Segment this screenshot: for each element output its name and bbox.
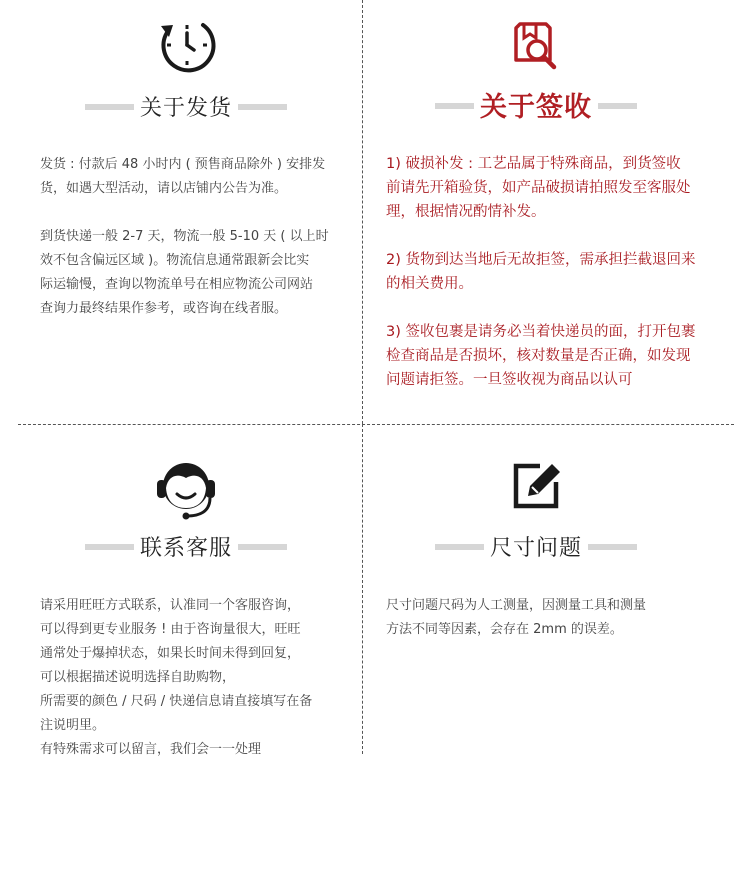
horizontal-divider <box>18 424 734 425</box>
receiving-item1-line: 1) 破损补发 : 工艺品属于特殊商品，到货签收 <box>386 156 681 172</box>
service-title-text: 联系客服 <box>134 536 238 561</box>
size-title-text: 尺寸问题 <box>484 536 588 561</box>
receiving-title <box>435 91 637 121</box>
receiving-item3-line: 问题请拒签。一旦签收视为商品以认可 <box>386 372 633 388</box>
vertical-divider-bottom <box>362 424 363 754</box>
clock-icon <box>156 14 218 76</box>
shipping-para2-line: 际运输慢，查询以物流单号在相应物流公司网站 <box>40 277 314 292</box>
shipping-para2-line: 效不包含偏远区域 )。物流信息通常跟新会比实 <box>40 253 310 268</box>
size-title <box>435 534 637 564</box>
shipping-para2-line: 查询力最终结果作参考，或咨询在线者服。 <box>40 301 288 316</box>
service-line: 通常处于爆掉状态，如果长时间未得到回复， <box>40 646 301 661</box>
shipping-title <box>85 94 287 124</box>
receiving-item3-line: 3) 签收包裹是请务必当着快递员的面，打开包裹 <box>386 324 696 340</box>
edit-pen-icon <box>510 460 562 512</box>
headset-agent-icon <box>153 456 219 522</box>
receiving-item2-line: 2) 货物到达当地后无故拒签，需承担拦截退回来 <box>386 252 696 268</box>
receiving-item2-line: 的相关费用。 <box>386 276 473 292</box>
vertical-divider-top <box>362 0 363 424</box>
service-line: 注说明里。 <box>40 718 106 733</box>
service-line: 所需要的颜色 / 尺码 / 快递信息请直接填写在备 <box>40 694 313 709</box>
receiving-body <box>386 152 696 392</box>
size-line: 方法不同等因素，会存在 2mm 的误差。 <box>386 622 623 637</box>
service-body <box>40 594 312 762</box>
inspect-box-icon <box>506 16 564 74</box>
shipping-para1-line: 货，如遇大型活动，请以店铺内公告为准。 <box>40 181 288 196</box>
size-line: 尺寸问题尺码为人工测量，因测量工具和测量 <box>386 598 647 613</box>
service-line: 可以根据描述说明选择自助购物， <box>40 670 236 685</box>
shipping-para2-line: 到货快递一般 2-7 天，物流一般 5-10 天 ( 以上时 <box>40 229 329 244</box>
receiving-title-text: 关于签收 <box>474 92 598 123</box>
receiving-item1-line: 理，根据情况酌情补发。 <box>386 204 546 220</box>
receiving-item1-line: 前请先开箱验货，如产品破损请拍照发至客服处 <box>386 180 691 196</box>
service-line: 可以得到更专业服务 ! 由于咨询量很大，旺旺 <box>40 622 301 637</box>
shipping-title-text: 关于发货 <box>134 96 238 121</box>
service-line: 请采用旺旺方式联系，认准同一个客服咨询， <box>40 598 301 613</box>
shipping-body <box>40 153 329 321</box>
service-title <box>85 534 287 564</box>
receiving-item3-line: 检查商品是否损坏，核对数量是否正确，如发现 <box>386 348 691 364</box>
shipping-para1-line: 发货 : 付款后 48 小时内 ( 预售商品除外 ) 安排发 <box>40 157 326 172</box>
service-line: 有特殊需求可以留言，我们会一一处理 <box>40 742 262 757</box>
size-body <box>386 594 646 642</box>
